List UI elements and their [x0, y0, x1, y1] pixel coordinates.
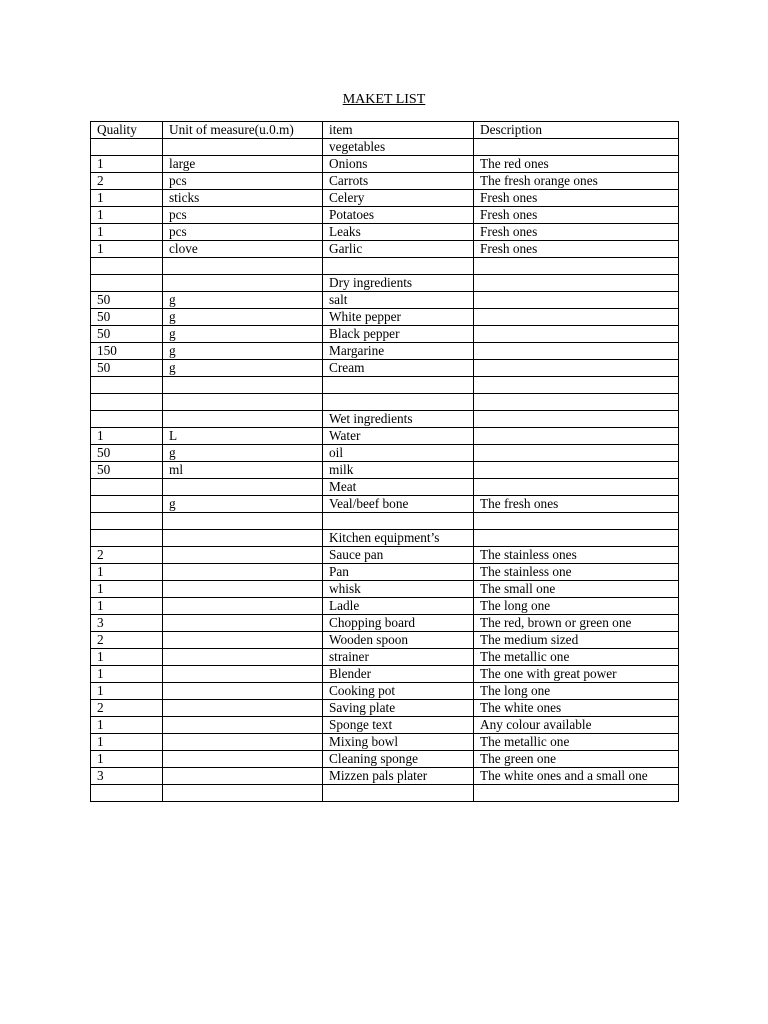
- cell-unit: [163, 785, 323, 802]
- cell-quantity: [91, 275, 163, 292]
- cell-quantity: 1: [91, 649, 163, 666]
- cell-quantity: 50: [91, 326, 163, 343]
- cell-quantity: 1: [91, 598, 163, 615]
- table-row: [91, 598, 679, 615]
- cell-unit: [163, 666, 323, 683]
- cell-description: The metallic one: [474, 649, 679, 666]
- cell-unit: pcs: [163, 207, 323, 224]
- table-row: [91, 632, 679, 649]
- table-row: [91, 615, 679, 632]
- cell-item: Chopping board: [323, 615, 474, 632]
- cell-description: [474, 513, 679, 530]
- cell-item: Wooden spoon: [323, 632, 474, 649]
- cell-item: Meat: [323, 479, 474, 496]
- cell-item: Veal/beef bone: [323, 496, 474, 513]
- page-title: MAKET LIST: [342, 92, 426, 107]
- cell-item: vegetables: [323, 139, 474, 156]
- cell-quantity: 1: [91, 564, 163, 581]
- cell-quantity: [91, 394, 163, 411]
- cell-quantity: 1: [91, 683, 163, 700]
- cell-description: [474, 411, 679, 428]
- cell-description: [474, 309, 679, 326]
- table-row: [91, 428, 679, 445]
- header-unit-of-measure: Unit of measure(u.0.m): [163, 122, 323, 139]
- table-row: [91, 156, 679, 173]
- cell-unit: g: [163, 496, 323, 513]
- cell-item: oil: [323, 445, 474, 462]
- cell-unit: [163, 139, 323, 156]
- table-row: [91, 207, 679, 224]
- cell-item: [323, 377, 474, 394]
- table-row: [91, 292, 679, 309]
- cell-description: [474, 462, 679, 479]
- cell-unit: g: [163, 326, 323, 343]
- cell-item: Dry ingredients: [323, 275, 474, 292]
- cell-item: [323, 258, 474, 275]
- cell-item: Cooking pot: [323, 683, 474, 700]
- table-row: [91, 326, 679, 343]
- cell-quantity: [91, 513, 163, 530]
- table-row: [91, 496, 679, 513]
- cell-quantity: 50: [91, 445, 163, 462]
- cell-quantity: 3: [91, 768, 163, 785]
- cell-unit: ml: [163, 462, 323, 479]
- cell-item: Margarine: [323, 343, 474, 360]
- table-row: [91, 547, 679, 564]
- cell-description: The fresh ones: [474, 496, 679, 513]
- cell-quantity: 3: [91, 615, 163, 632]
- cell-unit: [163, 547, 323, 564]
- cell-quantity: 50: [91, 360, 163, 377]
- cell-unit: g: [163, 343, 323, 360]
- cell-item: Celery: [323, 190, 474, 207]
- cell-description: The long one: [474, 683, 679, 700]
- cell-item: Mixing bowl: [323, 734, 474, 751]
- cell-quantity: 2: [91, 700, 163, 717]
- cell-description: Fresh ones: [474, 190, 679, 207]
- cell-item: milk: [323, 462, 474, 479]
- cell-quantity: 2: [91, 547, 163, 564]
- cell-item: Saving plate: [323, 700, 474, 717]
- cell-description: The stainless ones: [474, 547, 679, 564]
- cell-unit: [163, 581, 323, 598]
- cell-unit: L: [163, 428, 323, 445]
- header-description: Description: [474, 122, 679, 139]
- table-row: [91, 139, 679, 156]
- table-row: [91, 377, 679, 394]
- cell-description: Fresh ones: [474, 224, 679, 241]
- cell-unit: [163, 513, 323, 530]
- table-row: [91, 190, 679, 207]
- cell-item: [323, 513, 474, 530]
- table-row: [91, 649, 679, 666]
- cell-item: Sponge text: [323, 717, 474, 734]
- cell-item: Garlic: [323, 241, 474, 258]
- cell-description: The white ones: [474, 700, 679, 717]
- cell-description: The small one: [474, 581, 679, 598]
- table-row: [91, 445, 679, 462]
- table-row: [91, 717, 679, 734]
- cell-description: [474, 530, 679, 547]
- table-row: [91, 411, 679, 428]
- cell-unit: [163, 479, 323, 496]
- cell-unit: [163, 530, 323, 547]
- cell-quantity: 150: [91, 343, 163, 360]
- cell-unit: g: [163, 360, 323, 377]
- cell-description: [474, 343, 679, 360]
- cell-quantity: [91, 785, 163, 802]
- cell-unit: g: [163, 292, 323, 309]
- cell-unit: [163, 649, 323, 666]
- cell-item: Cleaning sponge: [323, 751, 474, 768]
- cell-unit: [163, 717, 323, 734]
- cell-unit: [163, 411, 323, 428]
- cell-unit: pcs: [163, 224, 323, 241]
- cell-item: Carrots: [323, 173, 474, 190]
- cell-unit: [163, 394, 323, 411]
- cell-quantity: 50: [91, 462, 163, 479]
- cell-unit: [163, 377, 323, 394]
- cell-description: [474, 785, 679, 802]
- cell-quantity: 1: [91, 207, 163, 224]
- cell-description: The fresh orange ones: [474, 173, 679, 190]
- cell-description: [474, 326, 679, 343]
- cell-description: The green one: [474, 751, 679, 768]
- cell-item: [323, 394, 474, 411]
- header-item: item: [323, 122, 474, 139]
- table-row: [91, 462, 679, 479]
- cell-quantity: [91, 496, 163, 513]
- cell-description: [474, 445, 679, 462]
- cell-quantity: 50: [91, 309, 163, 326]
- table-row: [91, 309, 679, 326]
- cell-item: strainer: [323, 649, 474, 666]
- cell-description: [474, 360, 679, 377]
- cell-item: Wet ingredients: [323, 411, 474, 428]
- cell-quantity: [91, 479, 163, 496]
- table-row: [91, 173, 679, 190]
- cell-quantity: 1: [91, 190, 163, 207]
- cell-item: Pan: [323, 564, 474, 581]
- cell-description: The one with great power: [474, 666, 679, 683]
- cell-item: Onions: [323, 156, 474, 173]
- cell-unit: [163, 632, 323, 649]
- cell-unit: large: [163, 156, 323, 173]
- cell-item: Leaks: [323, 224, 474, 241]
- table-row: [91, 530, 679, 547]
- table-row: [91, 751, 679, 768]
- cell-item: White pepper: [323, 309, 474, 326]
- table-row: [91, 700, 679, 717]
- table-row: [91, 258, 679, 275]
- cell-item: Mizzen pals plater: [323, 768, 474, 785]
- cell-unit: [163, 275, 323, 292]
- cell-unit: [163, 615, 323, 632]
- cell-description: The white ones and a small one: [474, 768, 679, 785]
- table-header-row: [91, 122, 679, 139]
- cell-quantity: 1: [91, 751, 163, 768]
- cell-unit: [163, 683, 323, 700]
- cell-quantity: [91, 530, 163, 547]
- cell-description: The long one: [474, 598, 679, 615]
- cell-quantity: 2: [91, 632, 163, 649]
- cell-quantity: [91, 411, 163, 428]
- cell-quantity: 1: [91, 734, 163, 751]
- cell-item: Potatoes: [323, 207, 474, 224]
- cell-unit: sticks: [163, 190, 323, 207]
- cell-item: Ladle: [323, 598, 474, 615]
- table-row: [91, 785, 679, 802]
- cell-item: Sauce pan: [323, 547, 474, 564]
- table-row: [91, 343, 679, 360]
- table-row: [91, 768, 679, 785]
- cell-unit: clove: [163, 241, 323, 258]
- cell-description: Fresh ones: [474, 207, 679, 224]
- cell-item: Blender: [323, 666, 474, 683]
- cell-quantity: [91, 139, 163, 156]
- cell-item: Cream: [323, 360, 474, 377]
- cell-unit: [163, 598, 323, 615]
- cell-item: Black pepper: [323, 326, 474, 343]
- cell-quantity: 1: [91, 156, 163, 173]
- cell-unit: [163, 700, 323, 717]
- cell-unit: [163, 564, 323, 581]
- cell-description: The red, brown or green one: [474, 615, 679, 632]
- cell-description: [474, 394, 679, 411]
- cell-description: [474, 292, 679, 309]
- cell-description: [474, 275, 679, 292]
- cell-unit: [163, 751, 323, 768]
- table-row: [91, 683, 679, 700]
- table-row: [91, 479, 679, 496]
- cell-item: Kitchen equipment’s: [323, 530, 474, 547]
- table-row: [91, 564, 679, 581]
- table-row: [91, 275, 679, 292]
- cell-quantity: 1: [91, 666, 163, 683]
- cell-item: salt: [323, 292, 474, 309]
- table-row: [91, 666, 679, 683]
- cell-unit: pcs: [163, 173, 323, 190]
- cell-description: The red ones: [474, 156, 679, 173]
- cell-quantity: 1: [91, 717, 163, 734]
- table-row: [91, 513, 679, 530]
- cell-item: [323, 785, 474, 802]
- table-row: [91, 241, 679, 258]
- cell-quantity: 1: [91, 224, 163, 241]
- market-list-table: [90, 121, 679, 802]
- cell-description: Fresh ones: [474, 241, 679, 258]
- cell-unit: g: [163, 445, 323, 462]
- table-row: [91, 734, 679, 751]
- cell-description: [474, 139, 679, 156]
- cell-quantity: 2: [91, 173, 163, 190]
- table-row: [91, 394, 679, 411]
- cell-description: The medium sized: [474, 632, 679, 649]
- cell-description: [474, 479, 679, 496]
- cell-unit: [163, 258, 323, 275]
- cell-quantity: 1: [91, 428, 163, 445]
- cell-description: Any colour available: [474, 717, 679, 734]
- cell-item: Water: [323, 428, 474, 445]
- cell-description: The metallic one: [474, 734, 679, 751]
- cell-description: [474, 377, 679, 394]
- cell-unit: g: [163, 309, 323, 326]
- cell-item: whisk: [323, 581, 474, 598]
- cell-quantity: 50: [91, 292, 163, 309]
- cell-unit: [163, 734, 323, 751]
- cell-quantity: 1: [91, 241, 163, 258]
- cell-description: [474, 258, 679, 275]
- table-row: [91, 224, 679, 241]
- cell-description: [474, 428, 679, 445]
- cell-quantity: [91, 377, 163, 394]
- cell-quantity: 1: [91, 581, 163, 598]
- table-row: [91, 581, 679, 598]
- table-row: [91, 360, 679, 377]
- header-quantity: Quality: [91, 122, 163, 139]
- cell-quantity: [91, 258, 163, 275]
- cell-description: The stainless one: [474, 564, 679, 581]
- cell-unit: [163, 768, 323, 785]
